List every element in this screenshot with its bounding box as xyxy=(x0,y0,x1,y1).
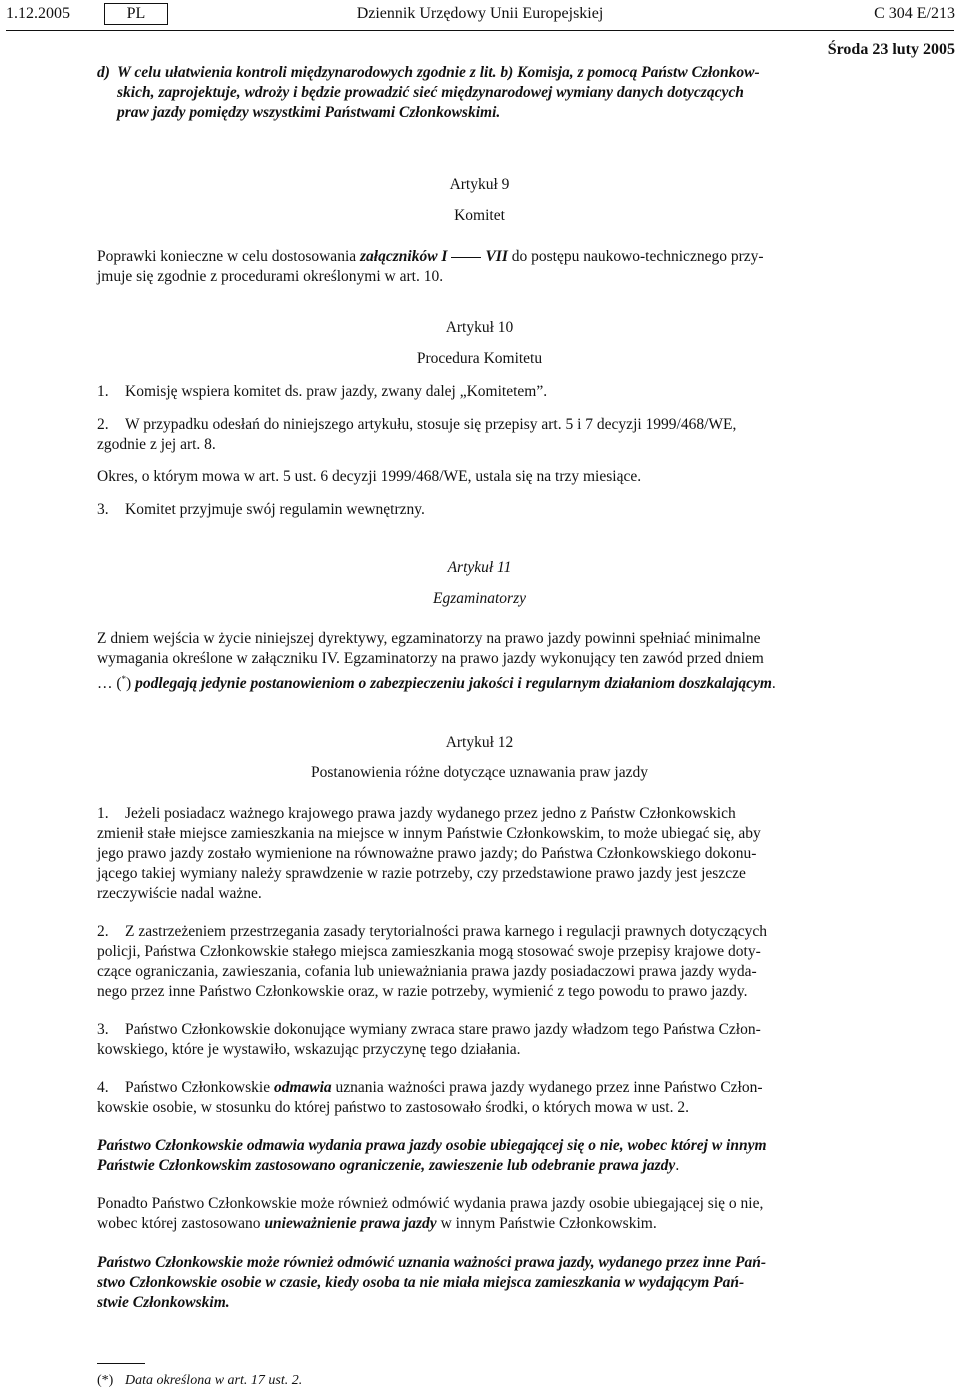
article-12-para-6 xyxy=(97,1194,862,1234)
text-line xyxy=(97,669,862,694)
text-segment: W przypadku odesłań do niniejszego artykułu, stosuje się przepisy art. 5 i 7 decyzji 1999/468/WE, xyxy=(125,416,737,433)
text-segment: Jeżeli posiadacz ważnego krajowego prawa jazdy wydanego przez jedno z Państw Członkowskich xyxy=(125,805,736,823)
text-segment: ) xyxy=(126,675,136,693)
article-12-title: Artykuł 12 xyxy=(445,734,514,752)
amended-text: Państwo Członkowskie może również odmówić uznania ważności prawa jazdy, wydanego przez inne Pań- xyxy=(97,1254,767,1272)
text-segment: Poprawki konieczne w celu dostosowania xyxy=(97,248,361,265)
text-line: czące ograniczania, zawieszania, cofania lub unieważniania prawa jazdy posiadaczowi prawa jazdy wyda- xyxy=(97,963,757,981)
article-10-title: Artykuł 10 xyxy=(445,319,514,336)
text-segment: Z zastrzeżeniem przestrzegania zasady terytorialności prawa karnego i regulacji prawnych dotyczących xyxy=(125,923,768,941)
text-line: kowskiego, które je wystawiło, wskazując przyczynę tego działania. xyxy=(97,1041,521,1059)
paragraph-number: 3. xyxy=(97,1021,109,1039)
journal-title: Dziennik Urzędowy Unii Europejskiej xyxy=(356,5,604,22)
paragraph-number: 2. xyxy=(97,416,109,433)
article-12-subtitle: Postanowienia różne dotyczące uznawania praw jazdy xyxy=(311,764,648,782)
paragraph-number: 3. xyxy=(97,501,109,518)
publication-date: 1.12.2005 xyxy=(6,5,70,22)
annex-ref: VII xyxy=(485,248,508,265)
point-d-line: skich, zaprojektuje, wdroży i będzie prowadzić sieć międzynarodowej wymiany danych dotyczących xyxy=(117,84,744,101)
sitting-date: Środa 23 luty 2005 xyxy=(827,41,955,58)
text-line: Ponadto Państwo Członkowskie może również odmówić wydania prawa jazdy osobie ubiegającej się o nie, xyxy=(97,1195,764,1213)
article-10-para-1 xyxy=(97,382,862,402)
amended-text: stwo Członkowskie osobie w czasie, kiedy osoba ta nie miała miejsca zamieszkania w wydającym Pań- xyxy=(97,1274,745,1292)
article-10-para-2 xyxy=(97,415,862,455)
article-9-subtitle: Komitet xyxy=(454,207,505,224)
article-12-para-7 xyxy=(97,1253,862,1313)
text-segment: do postępu naukowo-technicznego przy- xyxy=(507,248,764,265)
point-d-line: W celu ułatwienia kontroli międzynarodowych zgodnie z lit. b) Komisja, z pomocą Państw Członkow- xyxy=(117,64,760,81)
amended-text: unieważnienie prawa jazdy xyxy=(264,1215,437,1233)
text-line: rzeczywiście nadal ważne. xyxy=(97,885,262,903)
text-line: jmuje się zgodnie z procedurami określonymi w art. 10. xyxy=(97,268,444,285)
text-segment: Komisję wspiera komitet ds. praw jazdy, zwany dalej „Komitetem”. xyxy=(125,383,548,400)
text-line: Z dniem wejścia w życie niniejszej dyrektywy, egzaminatorzy na prawo jazdy powinni spełniać minimalne xyxy=(97,630,761,647)
amended-text: odmawia xyxy=(273,1079,332,1097)
article-12-para-5 xyxy=(97,1136,862,1176)
article-11-subtitle: Egzaminatorzy xyxy=(433,590,526,607)
text-segment: Państwo Członkowskie dokonujące wymiany zwraca stare prawo jazdy władzom tego Państwa Człon- xyxy=(125,1021,761,1039)
text-segment: uznania ważności prawa jazdy wydanego przez inne Państwo Człon- xyxy=(331,1079,763,1097)
footnote-rule xyxy=(97,1363,145,1364)
amended-text: Państwie Członkowskim zastosowano ograniczenie, zawieszenie lub odebranie prawa jazdy xyxy=(97,1157,676,1175)
footnote-text: Data określona w art. 17 ust. 2. xyxy=(125,1373,303,1388)
point-d-label: d) xyxy=(97,64,110,81)
language-code: PL xyxy=(104,3,168,25)
text-line: jego prawo jazdy zostało wymienione na równoważne prawo jazdy; do Państwa Członkowskiego dokonu- xyxy=(97,845,757,863)
article-10-para-2b: Okres, o którym mowa w art. 5 ust. 6 decyzji 1999/468/WE, ustala się na trzy miesiące. xyxy=(97,468,642,485)
article-9-paragraph xyxy=(97,247,862,287)
article-12-para-2 xyxy=(97,922,862,1002)
point-d-line: praw jazdy pomiędzy wszystkimi Państwami Członkowskimi. xyxy=(117,104,501,121)
text-line: wymagania określone w załączniku IV. Egzaminatorzy na prawo jazdy wykonujący ten zawód przed dniem xyxy=(97,650,764,667)
article-12-para-3 xyxy=(97,1020,862,1060)
footnote-marker: * xyxy=(121,674,127,684)
text-line: kowskie osobie, w stosunku do której państwo to zastosowało środki, o których mowa w ust. 2. xyxy=(97,1099,689,1117)
page-header xyxy=(0,0,960,32)
em-dash-rule xyxy=(451,257,481,258)
text-segment: … ( xyxy=(97,675,122,693)
text-segment: . xyxy=(675,1157,680,1175)
point-d xyxy=(97,63,862,123)
text-line: zgodnie z jej art. 8. xyxy=(97,436,216,453)
article-10-para-3 xyxy=(97,500,862,520)
document-body xyxy=(97,63,862,1313)
header-rule xyxy=(6,30,954,31)
text-segment: . xyxy=(771,675,776,693)
paragraph-number: 1. xyxy=(97,383,109,400)
text-line: zmienił stałe miejsce zamieszkania na miejsce w innym Państwie Członkowskim, to może ubiegać się, aby xyxy=(97,825,761,843)
article-11-paragraph xyxy=(97,629,862,694)
article-11-title: Artykuł 11 xyxy=(447,559,512,576)
annex-ref: załączników I xyxy=(360,248,448,265)
text-segment: Państwo Członkowskie xyxy=(125,1079,274,1097)
article-10-subtitle: Procedura Komitetu xyxy=(416,350,543,367)
journal-reference: C 304 E/213 xyxy=(874,5,955,22)
text-line: nego przez inne Państwo Członkowskie oraz, w razie potrzeby, wymienić z tego powodu to prawo jazdy. xyxy=(97,983,748,1001)
article-12-para-1 xyxy=(97,804,862,904)
footnote xyxy=(97,1371,302,1391)
paragraph-number: 4. xyxy=(97,1079,109,1097)
text-line: policji, Państwa Członkowskie stałego miejsca zamieszkania mogą stosować swoje przepisy krajowe doty- xyxy=(97,943,761,961)
text-line: jącego takiej wymiany należy sprawdzenie w razie potrzeby, czy przedstawione prawo jazdy jest jeszcze xyxy=(97,865,746,883)
text-segment: wobec której zastosowano xyxy=(97,1215,265,1233)
paragraph-number: 1. xyxy=(97,805,109,823)
paragraph-number: 2. xyxy=(97,923,109,941)
text-segment: Komitet przyjmuje swój regulamin wewnętrzny. xyxy=(125,501,425,518)
amended-text: stwie Członkowskim. xyxy=(97,1294,230,1312)
amended-text: Państwo Członkowskie odmawia wydania prawa jazdy osobie ubiegającej się o nie, wobec której w innym xyxy=(97,1137,767,1155)
amended-text: podlegają jedynie postanowieniom o zabezpieczeniu jakości i regularnym działaniom doszkalającym xyxy=(135,675,772,693)
article-12-para-4 xyxy=(97,1078,862,1118)
article-9-title: Artykuł 9 xyxy=(449,176,510,193)
text-segment: w innym Państwie Członkowskim. xyxy=(436,1215,657,1233)
footnote-number: (*) xyxy=(97,1373,114,1388)
